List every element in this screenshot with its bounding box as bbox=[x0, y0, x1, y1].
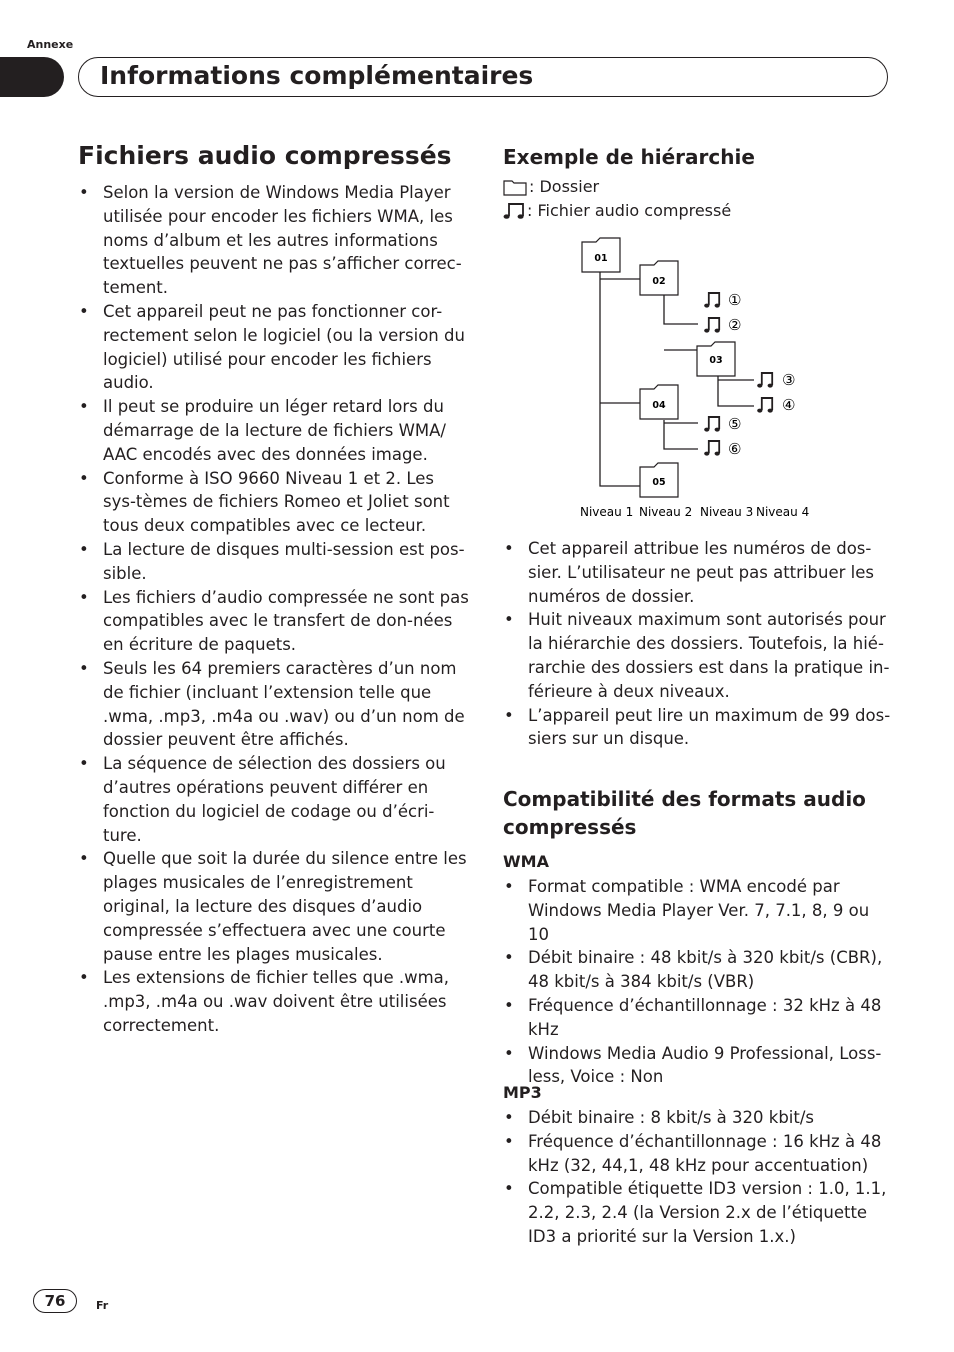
list-item: • Débit binaire : 8 kbit/s à 320 kbit/s bbox=[503, 1106, 893, 1130]
list-item: • Les fichiers d’audio compressée ne sont pas compatibles avec le transfert de don-nées en écriture de paquets. bbox=[78, 586, 470, 657]
audio-file-2 bbox=[704, 316, 741, 334]
folder-label-05: 05 bbox=[652, 477, 666, 488]
hierarchy-bullet-list bbox=[503, 537, 893, 751]
folder-03 bbox=[697, 342, 735, 376]
header-title: Informations complémentaires bbox=[100, 61, 534, 90]
level-label-4: Niveau 4 bbox=[756, 505, 810, 519]
file-number-5: ⑤ bbox=[728, 415, 742, 433]
file-number-3: ③ bbox=[782, 371, 796, 389]
list-item: • Huit niveaux maximum sont autorisés pour la hiérarchie des dossiers. Toutefois, la hié-rarchie des dossiers est dans la pratique in-férieure à deux niveaux. bbox=[503, 608, 893, 703]
file-number-4: ④ bbox=[782, 396, 796, 414]
music-note-icon bbox=[704, 292, 720, 308]
list-item: • Fréquence d’échantillonnage : 32 kHz à 48 kHz bbox=[503, 994, 893, 1042]
folder-01 bbox=[582, 238, 620, 272]
list-item: • Selon la version de Windows Media Player utilisée pour encoder les fichiers WMA, les noms d’album et les autres informations textuelles peuvent ne pas s’afficher correc-tement. bbox=[78, 181, 470, 300]
file-number-2: ② bbox=[728, 316, 742, 334]
audio-file-4 bbox=[757, 396, 795, 414]
compatibility-heading: Compatibilité des formats audio compressés bbox=[503, 787, 866, 839]
list-item: • Conforme à ISO 9660 Niveau 1 et 2. Les sys-tèmes de fichiers Romeo et Joliet sont tous deux compatibles avec ce lecteur. bbox=[78, 467, 470, 538]
list-item: • Seuls les 64 premiers caractères d’un nom de fichier (incluant l’extension telle que .wma, .mp3, .m4a ou .wav) ou d’un nom de dossier peuvent être affichés. bbox=[78, 657, 470, 752]
list-item: • Windows Media Audio 9 Professional, Loss-less, Voice : Non bbox=[503, 1042, 893, 1090]
section-tab-marker bbox=[0, 57, 64, 97]
music-note-icon bbox=[757, 397, 773, 413]
folder-label-03: 03 bbox=[709, 355, 723, 366]
legend-folder bbox=[503, 176, 599, 202]
list-item: • Cet appareil peut ne pas fonctionner cor-rectement selon le logiciel (ou la version du logiciel) utilisé pour encoder les fichiers audio. bbox=[78, 300, 470, 395]
list-item: • La lecture de disques multi-session est pos-sible. bbox=[78, 538, 470, 586]
page-number: 76 bbox=[33, 1289, 77, 1313]
list-item: • Fréquence d’échantillonnage : 16 kHz à 48 kHz (32, 44,1, 48 kHz pour accentuation) bbox=[503, 1130, 893, 1178]
list-item: • Il peut se produire un léger retard lors du démarrage de la lecture de fichiers WMA/ AAC encodés avec des données image. bbox=[78, 395, 470, 466]
wma-heading: WMA bbox=[503, 852, 549, 871]
left-bullet-list bbox=[78, 181, 470, 1038]
level-label-2: Niveau 2 bbox=[639, 505, 693, 519]
file-number-6: ⑥ bbox=[728, 440, 742, 458]
list-item: • Format compatible : WMA encodé par Windows Media Player Ver. 7, 7.1, 8, 9 ou 10 bbox=[503, 875, 893, 946]
page-title: Fichiers audio compressés bbox=[78, 141, 452, 170]
mp3-bullet-list bbox=[503, 1106, 893, 1249]
list-item: • Compatible étiquette ID3 version : 1.0, 1.1, 2.2, 2.3, 2.4 (la Version 2.x de l’étiquette ID3 a priorité sur la Version 1.x.) bbox=[503, 1177, 893, 1248]
level-label-1: Niveau 1 bbox=[580, 505, 634, 519]
folder-04 bbox=[640, 385, 678, 419]
audio-file-1 bbox=[704, 291, 741, 309]
list-item: • Quelle que soit la durée du silence entre les plages musicales de l’enregistrement original, la lecture des disques d’audio compressée s’effectuera avec une courte pause entre les plages musicales. bbox=[78, 847, 470, 966]
list-item: • La séquence de sélection des dossiers ou d’autres opérations peuvent différer en fonction du logiciel de codage ou d’écri-ture. bbox=[78, 752, 470, 847]
list-item: • L’appareil peut lire un maximum de 99 dos-siers sur un disque. bbox=[503, 704, 893, 752]
list-item: • Les extensions de fichier telles que .wma, .mp3, .m4a ou .wav doivent être utilisées correctement. bbox=[78, 966, 470, 1037]
list-item: • Débit binaire : 48 kbit/s à 320 kbit/s (CBR), 48 kbit/s à 384 kbit/s (VBR) bbox=[503, 946, 893, 994]
folder-hierarchy-diagram bbox=[560, 230, 820, 522]
music-note-icon bbox=[704, 440, 720, 456]
wma-bullet-list bbox=[503, 875, 893, 1089]
folder-05 bbox=[640, 463, 678, 497]
level-label-3: Niveau 3 bbox=[700, 505, 754, 519]
music-note-icon bbox=[704, 317, 720, 333]
section-label: Annexe bbox=[27, 38, 74, 51]
legend-file bbox=[503, 200, 731, 226]
audio-file-6 bbox=[704, 440, 741, 458]
mp3-heading: MP3 bbox=[503, 1083, 542, 1102]
folder-label-02: 02 bbox=[652, 276, 666, 287]
legend-folder-label: : Dossier bbox=[529, 177, 600, 196]
folder-label-01: 01 bbox=[594, 253, 608, 264]
audio-file-3 bbox=[757, 371, 795, 389]
hierarchy-heading: Exemple de hiérarchie bbox=[503, 145, 755, 169]
legend-file-label: : Fichier audio compressé bbox=[527, 201, 732, 220]
audio-file-5 bbox=[704, 415, 741, 433]
music-note-icon bbox=[704, 416, 720, 432]
folder-label-04: 04 bbox=[652, 400, 666, 411]
music-note-icon bbox=[757, 372, 773, 388]
folder-icon bbox=[503, 178, 527, 202]
folder-02 bbox=[640, 261, 678, 295]
list-item: • Cet appareil attribue les numéros de dos-sier. L’utilisateur ne peut pas attribuer les numéros de dossier. bbox=[503, 537, 893, 608]
music-note-icon bbox=[503, 200, 525, 226]
language-code: Fr bbox=[96, 1299, 109, 1312]
file-number-1: ① bbox=[728, 291, 742, 309]
